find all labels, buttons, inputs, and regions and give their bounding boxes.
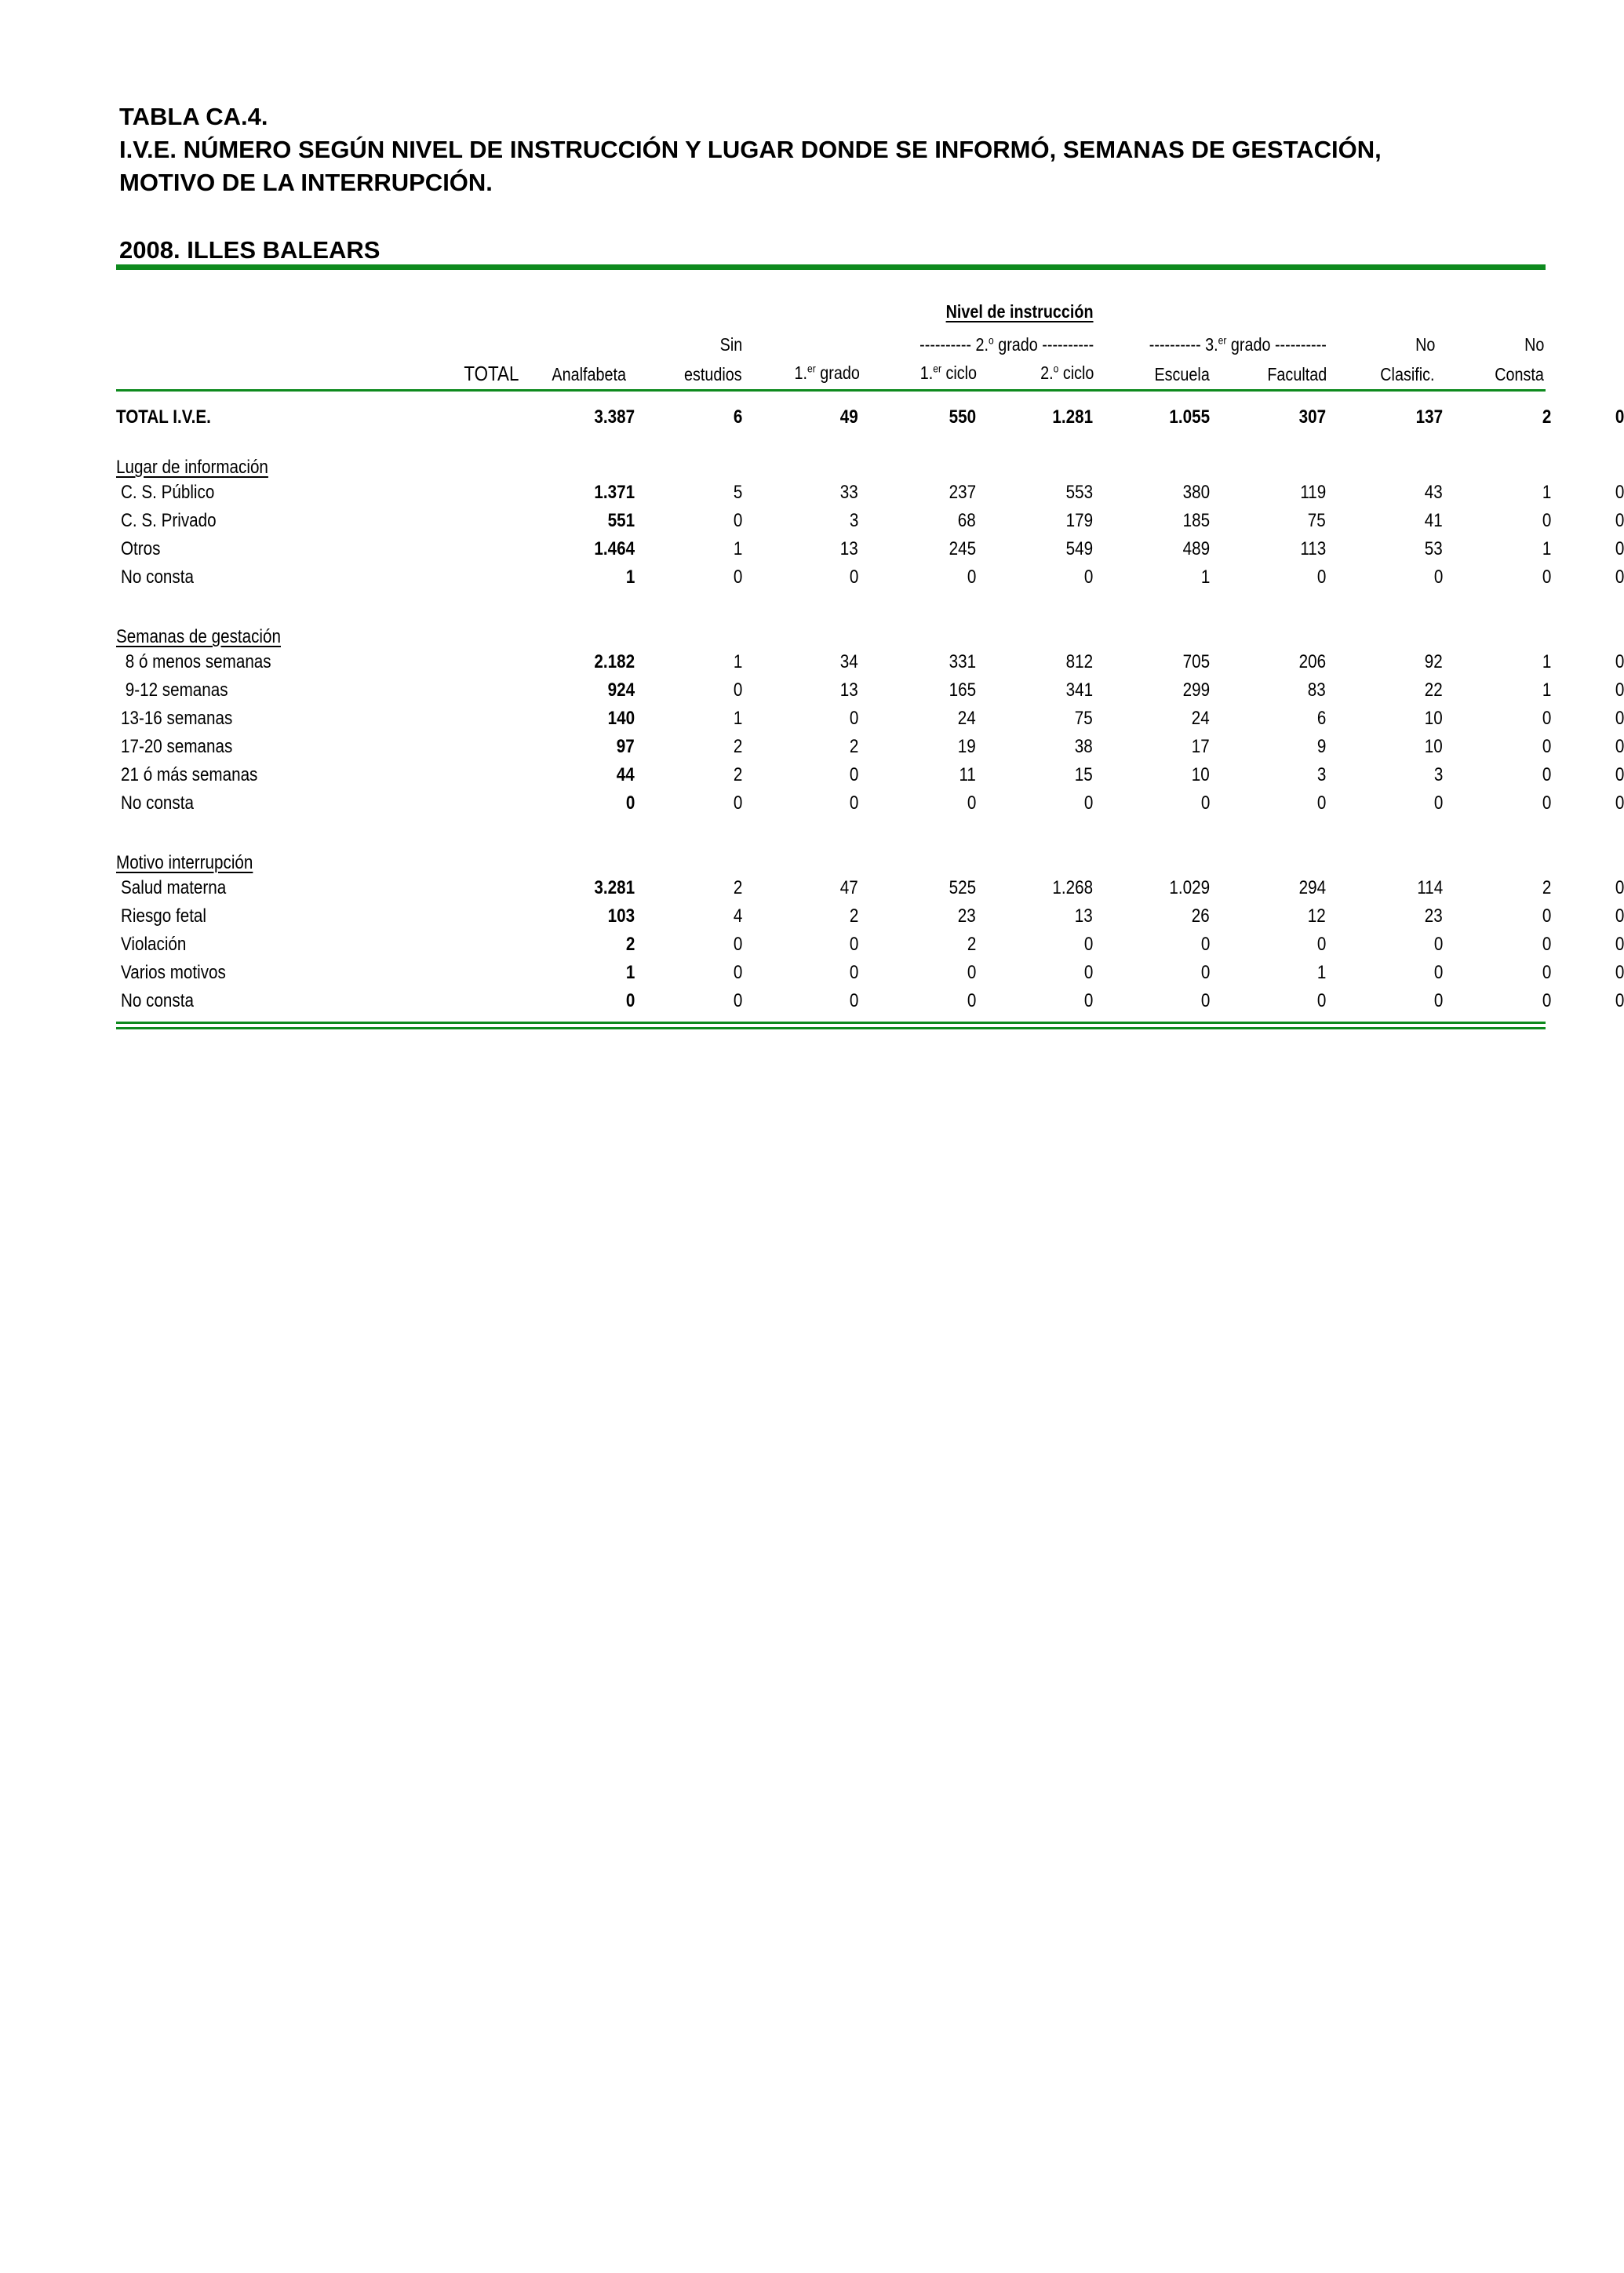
cell-value: 1.268 bbox=[1052, 877, 1093, 898]
cell-value: 2 bbox=[1542, 877, 1551, 898]
cell-value: 0 bbox=[849, 792, 858, 814]
cell-value: 0 bbox=[1615, 406, 1624, 428]
cell-value: 2 bbox=[733, 877, 742, 898]
third-grade-header: ---------- 3.$^{er}$ grado ---------- bbox=[1149, 333, 1327, 355]
cell-value: 0 bbox=[1615, 934, 1624, 955]
cell-value: 0 bbox=[1542, 990, 1551, 1011]
cell-value: 4 bbox=[733, 905, 742, 927]
row-label: 8 ó menos semanas bbox=[121, 651, 271, 672]
segundo-ciclo-header: 2.$^o$ ciclo bbox=[1040, 362, 1094, 383]
cell-value: 75 bbox=[1075, 708, 1093, 729]
table-row bbox=[116, 902, 1624, 931]
sin-header: Sin bbox=[719, 334, 742, 355]
cell-value: 0 bbox=[1615, 679, 1624, 701]
cell-value: 0 bbox=[733, 792, 742, 814]
cell-value: 206 bbox=[1298, 651, 1326, 672]
cell-value: 0 bbox=[1316, 566, 1326, 588]
cell-value: 2 bbox=[1542, 406, 1551, 428]
cell-value: 0 bbox=[1083, 962, 1093, 983]
table-row bbox=[116, 789, 1624, 818]
cell-value: 185 bbox=[1182, 510, 1210, 531]
row-label: Riesgo fetal bbox=[121, 905, 207, 927]
cell-value: 114 bbox=[1417, 877, 1443, 898]
cell-value: 0 bbox=[1433, 792, 1443, 814]
cell-value: 165 bbox=[949, 679, 976, 701]
table-id: TABLA CA.4. bbox=[119, 103, 268, 130]
spacer-cell bbox=[116, 592, 1624, 603]
cell-value: 26 bbox=[1192, 905, 1210, 927]
table-title-line-1: I.V.E. NÚMERO SEGÚN NIVEL DE INSTRUCCIÓN Y LUGAR DONDE SE INFORMÓ, SEMANAS DE GESTACIÓN, bbox=[119, 136, 1382, 163]
primer-grado-header: 1.$^{er}$ grado bbox=[794, 362, 860, 383]
cell-value: 3 bbox=[1433, 764, 1443, 785]
cell-value: 1 bbox=[1542, 651, 1551, 672]
cell-value: 0 bbox=[1200, 792, 1210, 814]
cell-value: 549 bbox=[1065, 538, 1093, 559]
section-spacer bbox=[116, 592, 1624, 603]
row-label: 13-16 semanas bbox=[121, 708, 233, 729]
cell-value: 0 bbox=[1083, 934, 1093, 955]
cell-value: 0 bbox=[967, 962, 976, 983]
cell-value: 3 bbox=[1316, 764, 1326, 785]
cell-value: 13 bbox=[840, 538, 858, 559]
cell-value: 140 bbox=[607, 708, 635, 729]
no-clasif-header-top: No bbox=[1415, 334, 1435, 355]
title-block bbox=[119, 100, 1555, 199]
row-label: Varios motivos bbox=[121, 962, 226, 983]
section-header bbox=[116, 829, 1624, 874]
cell-value: 0 bbox=[849, 934, 858, 955]
cell-value: 24 bbox=[958, 708, 976, 729]
cell-value: 92 bbox=[1425, 651, 1443, 672]
cell-value: 2 bbox=[733, 736, 742, 757]
cell-value: 10 bbox=[1425, 736, 1443, 757]
table-row bbox=[116, 563, 1624, 592]
table-row bbox=[116, 959, 1624, 987]
cell-value: 550 bbox=[949, 406, 976, 428]
cell-value: 0 bbox=[1542, 905, 1551, 927]
row-label: Violación bbox=[121, 934, 187, 955]
cell-value: 23 bbox=[1425, 905, 1443, 927]
cell-value: 19 bbox=[958, 736, 976, 757]
cell-value: 245 bbox=[949, 538, 976, 559]
cell-value: 0 bbox=[1615, 482, 1624, 503]
cell-value: 1 bbox=[733, 538, 742, 559]
cell-value: 0 bbox=[967, 566, 976, 588]
table-row bbox=[116, 676, 1624, 705]
total-row bbox=[116, 402, 1624, 433]
row-label: 9-12 semanas bbox=[121, 679, 228, 701]
cell-value: 5 bbox=[733, 482, 742, 503]
cell-value: 0 bbox=[1083, 566, 1093, 588]
cell-value: 10 bbox=[1425, 708, 1443, 729]
table-row bbox=[116, 761, 1624, 789]
table-row bbox=[116, 479, 1624, 507]
clasific-header: Clasific. bbox=[1380, 364, 1435, 384]
cell-value: 0 bbox=[967, 792, 976, 814]
cell-value: 2 bbox=[967, 934, 976, 955]
cell-value: 0 bbox=[849, 764, 858, 785]
cell-value: 489 bbox=[1182, 538, 1210, 559]
cell-value: 13 bbox=[1075, 905, 1093, 927]
cell-value: 3 bbox=[849, 510, 858, 531]
cell-value: 0 bbox=[1615, 877, 1624, 898]
estudios-header: estudios bbox=[684, 364, 742, 384]
cell-value: 0 bbox=[1615, 736, 1624, 757]
cell-value: 22 bbox=[1425, 679, 1443, 701]
cell-value: 0 bbox=[1433, 566, 1443, 588]
cell-value: 97 bbox=[617, 736, 635, 757]
primer-ciclo-header: 1.$^{er}$ ciclo bbox=[919, 362, 977, 383]
cell-value: 0 bbox=[1615, 792, 1624, 814]
cell-value: 43 bbox=[1425, 482, 1443, 503]
cell-value: 49 bbox=[840, 406, 858, 428]
cell-value: 1.029 bbox=[1169, 877, 1210, 898]
cell-value: 0 bbox=[1542, 708, 1551, 729]
row-label: No consta bbox=[121, 566, 194, 588]
table-subtitle: 2008. ILLES BALEARS bbox=[119, 236, 381, 264]
cell-value: 0 bbox=[1615, 708, 1624, 729]
cell-value: 1.055 bbox=[1169, 406, 1210, 428]
row-label: 21 ó más semanas bbox=[121, 764, 258, 785]
cell-value: 2.182 bbox=[594, 651, 635, 672]
cell-value: 0 bbox=[967, 990, 976, 1011]
cell-value: 33 bbox=[840, 482, 858, 503]
cell-value: 0 bbox=[849, 708, 858, 729]
cell-value: 0 bbox=[1615, 905, 1624, 927]
cell-value: 2 bbox=[849, 905, 858, 927]
table-row bbox=[116, 705, 1624, 733]
cell-value: 12 bbox=[1308, 905, 1326, 927]
cell-value: 0 bbox=[1542, 792, 1551, 814]
cell-value: 113 bbox=[1300, 538, 1326, 559]
cell-value: 34 bbox=[840, 651, 858, 672]
cell-value: 294 bbox=[1298, 877, 1326, 898]
row-label: Salud materna bbox=[121, 877, 227, 898]
cell-value: 553 bbox=[1065, 482, 1093, 503]
row-label: C. S. Privado bbox=[121, 510, 217, 531]
cell-value: 1 bbox=[1542, 482, 1551, 503]
cell-value: 0 bbox=[1316, 792, 1326, 814]
cell-value: 0 bbox=[1615, 764, 1624, 785]
section-title: Lugar de información bbox=[116, 457, 268, 478]
facultad-header: Facultad bbox=[1267, 364, 1327, 384]
cell-value: 0 bbox=[1083, 792, 1093, 814]
cell-value: 299 bbox=[1182, 679, 1210, 701]
cell-value: 0 bbox=[1542, 510, 1551, 531]
analfabeta-header: Analfabeta bbox=[552, 364, 626, 384]
consta-header: Consta bbox=[1495, 364, 1544, 384]
cell-value: 0 bbox=[1542, 736, 1551, 757]
cell-value: 0 bbox=[1615, 538, 1624, 559]
row-label: No consta bbox=[121, 990, 194, 1011]
cell-value: 0 bbox=[849, 566, 858, 588]
cell-value: 307 bbox=[1298, 406, 1326, 428]
cell-value: 0 bbox=[1542, 934, 1551, 955]
cell-value: 2 bbox=[849, 736, 858, 757]
cell-value: 812 bbox=[1065, 651, 1093, 672]
row-label: TOTAL I.V.E. bbox=[116, 406, 211, 428]
total-header: TOTAL bbox=[464, 362, 519, 385]
cell-value: 1.464 bbox=[594, 538, 635, 559]
second-grade-header: ---------- 2.$^o$ grado ---------- bbox=[919, 333, 1094, 355]
table-row bbox=[116, 874, 1624, 902]
cell-value: 44 bbox=[617, 764, 635, 785]
cell-value: 38 bbox=[1075, 736, 1093, 757]
row-label: C. S. Público bbox=[121, 482, 215, 503]
table-title-line-2: MOTIVO DE LA INTERRUPCIÓN. bbox=[119, 169, 493, 196]
cell-value: 0 bbox=[1615, 651, 1624, 672]
cell-value: 83 bbox=[1308, 679, 1326, 701]
cell-value: 341 bbox=[1065, 679, 1093, 701]
header-rule bbox=[116, 264, 1546, 270]
cell-value: 47 bbox=[840, 877, 858, 898]
cell-value: 0 bbox=[733, 510, 742, 531]
cell-value: 1 bbox=[625, 566, 635, 588]
cell-value: 0 bbox=[849, 990, 858, 1011]
cell-value: 0 bbox=[733, 934, 742, 955]
cell-value: 0 bbox=[1200, 962, 1210, 983]
cell-value: 103 bbox=[607, 905, 635, 927]
cell-value: 24 bbox=[1192, 708, 1210, 729]
cell-value: 1 bbox=[1316, 962, 1326, 983]
footer-rule-top bbox=[116, 1022, 1546, 1024]
column-header-rule bbox=[116, 389, 1546, 392]
row-label: 17-20 semanas bbox=[121, 736, 233, 757]
escuela-header: Escuela bbox=[1154, 364, 1210, 384]
cell-value: 0 bbox=[1083, 990, 1093, 1011]
cell-value: 525 bbox=[949, 877, 976, 898]
cell-value: 237 bbox=[949, 482, 976, 503]
table-row bbox=[116, 931, 1624, 959]
cell-value: 1 bbox=[733, 651, 742, 672]
table-row bbox=[116, 987, 1624, 1015]
table-row bbox=[116, 648, 1624, 676]
cell-value: 0 bbox=[733, 679, 742, 701]
cell-value: 1 bbox=[1200, 566, 1210, 588]
cell-value: 0 bbox=[733, 566, 742, 588]
cell-value: 75 bbox=[1308, 510, 1326, 531]
cell-value: 0 bbox=[1316, 934, 1326, 955]
cell-value: 2 bbox=[625, 934, 635, 955]
cell-value: 179 bbox=[1065, 510, 1093, 531]
cell-value: 1.371 bbox=[594, 482, 635, 503]
cell-value: 68 bbox=[958, 510, 976, 531]
cell-value: 0 bbox=[1615, 510, 1624, 531]
cell-value: 13 bbox=[840, 679, 858, 701]
table-row bbox=[116, 733, 1624, 761]
cell-value: 0 bbox=[625, 792, 635, 814]
cell-value: 6 bbox=[1316, 708, 1326, 729]
row-label: Otros bbox=[121, 538, 161, 559]
cell-value: 2 bbox=[733, 764, 742, 785]
cell-value: 0 bbox=[1615, 990, 1624, 1011]
cell-value: 0 bbox=[733, 990, 742, 1011]
cell-value: 0 bbox=[1542, 764, 1551, 785]
cell-value: 53 bbox=[1425, 538, 1443, 559]
cell-value: 10 bbox=[1192, 764, 1210, 785]
cell-value: 0 bbox=[1542, 962, 1551, 983]
cell-value: 551 bbox=[607, 510, 635, 531]
section-spacer bbox=[116, 818, 1624, 829]
cell-value: 0 bbox=[849, 962, 858, 983]
cell-value: 0 bbox=[1615, 962, 1624, 983]
data-table bbox=[116, 402, 1624, 1015]
nivel-instruccion-header: Nivel de instrucción bbox=[946, 301, 1094, 322]
table-row bbox=[116, 535, 1624, 563]
cell-value: 3.387 bbox=[594, 406, 635, 428]
cell-value: 1 bbox=[733, 708, 742, 729]
cell-value: 17 bbox=[1192, 736, 1210, 757]
table-row bbox=[116, 507, 1624, 535]
cell-value: 0 bbox=[1542, 566, 1551, 588]
cell-value: 1.281 bbox=[1052, 406, 1093, 428]
cell-value: 1 bbox=[625, 962, 635, 983]
no-consta-header-top: No bbox=[1524, 334, 1544, 355]
section-title: Motivo interrupción bbox=[116, 852, 253, 873]
cell-value: 23 bbox=[958, 905, 976, 927]
cell-value: 11 bbox=[959, 764, 976, 785]
cell-value: 924 bbox=[607, 679, 635, 701]
cell-value: 380 bbox=[1182, 482, 1210, 503]
section-title: Semanas de gestación bbox=[116, 626, 281, 647]
cell-value: 0 bbox=[625, 990, 635, 1011]
cell-value: 3.281 bbox=[594, 877, 635, 898]
cell-value: 15 bbox=[1075, 764, 1093, 785]
spacer-cell bbox=[116, 818, 1624, 829]
cell-value: 137 bbox=[1415, 406, 1443, 428]
section-header bbox=[116, 603, 1624, 648]
cell-value: 0 bbox=[1433, 990, 1443, 1011]
cell-value: 41 bbox=[1425, 510, 1443, 531]
section-header bbox=[116, 433, 1624, 479]
cell-value: 1 bbox=[1542, 538, 1551, 559]
cell-value: 705 bbox=[1182, 651, 1210, 672]
footer-rule-bottom bbox=[116, 1027, 1546, 1029]
cell-value: 0 bbox=[1433, 962, 1443, 983]
cell-value: 0 bbox=[1433, 934, 1443, 955]
cell-value: 1 bbox=[1542, 679, 1551, 701]
cell-value: 6 bbox=[733, 406, 742, 428]
cell-value: 0 bbox=[1200, 990, 1210, 1011]
cell-value: 9 bbox=[1316, 736, 1326, 757]
cell-value: 0 bbox=[1316, 990, 1326, 1011]
cell-value: 331 bbox=[949, 651, 976, 672]
cell-value: 0 bbox=[1615, 566, 1624, 588]
cell-value: 0 bbox=[733, 962, 742, 983]
cell-value: 119 bbox=[1300, 482, 1326, 503]
cell-value: 0 bbox=[1200, 934, 1210, 955]
row-label: No consta bbox=[121, 792, 194, 814]
